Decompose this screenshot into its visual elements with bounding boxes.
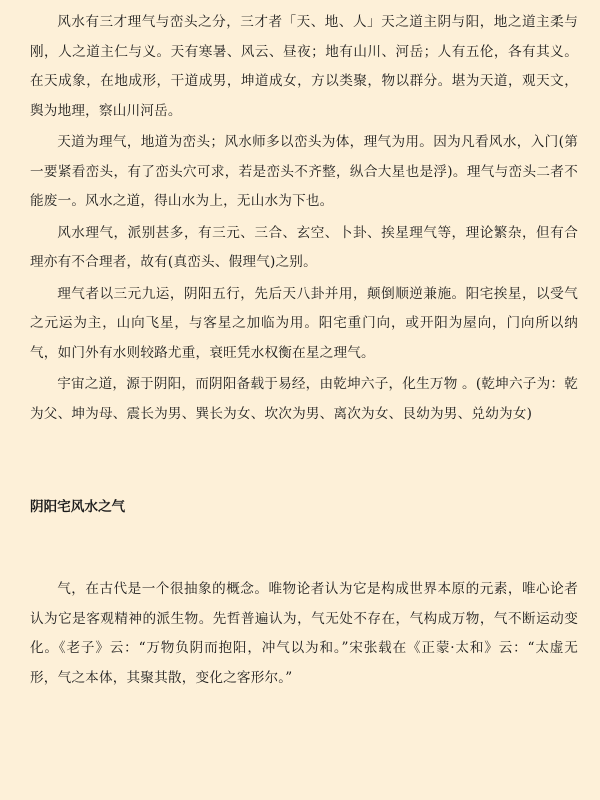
- paragraph-qi-theory: 理气者以三元九运，阴阳五行，先后天八卦并用，颠倒顺逆兼施。阳宅挨星，以受气之元运为主，山向飞星，与客星之加临为用。阳宅重门向，或开阳为屋向，门向所以纳气，如门外有水则较路尤重，衰旺凭水权衡在星之理气。: [30, 285, 578, 361]
- paragraph-universe: 宇宙之道，源于阴阳，而阴阳备载于易经，由乾坤六子，化生万物 。(乾坤六子为：乾为父、坤为母、震长为男、巽长为女、坎次为男、离次为女、艮幼为男、兑幼为女): [30, 376, 578, 422]
- paragraph-qi-concept: 气，在古代是一个很抽象的概念。唯物论者认为它是构成世界本原的元素，唯心论者认为它是客观精神的派生物。先哲普遍认为，气无处不存在，气构成万物，气不断运动变化。《老子》云：“万物负阴而抱阳，冲气以为和。”宋张载在《正蒙·太和》云：“太虚无形，气之本体，其聚其散，变化之客形尔。”: [30, 581, 578, 686]
- paragraph-three-talents: 风水有三才理气与峦头之分，三才者「天、地、人」天之道主阴与阳，地之道主柔与刚，人之道主仁与义。天有寒暑、风云、昼夜；地有山川、河岳；人有五伦，各有其义。在天成象，在地成形，干道成男，坤道成女，方以类聚，物以群分。堪为天道，观天文，舆为地理，察山川河岳。: [30, 14, 578, 119]
- section-heading: 阴阳宅风水之气: [30, 499, 126, 515]
- paragraph-heaven-earth: 天道为理气，地道为峦头；风水师多以峦头为体，理气为用。因为凡看风水，入门(第一要紧看峦头，有了峦头穴可求，若是峦头不齐整，纵合大星也是浮)。理气与峦头二者不能废一。风水之道，得山水为上，无山水为下也。: [30, 134, 578, 209]
- paragraph-schools: 风水理气，派别甚多，有三元、三合、玄空、卜卦、挨星理气等，理论繁杂，但有合理亦有不合理者，故有(真峦头、假理气)之别。: [30, 224, 578, 270]
